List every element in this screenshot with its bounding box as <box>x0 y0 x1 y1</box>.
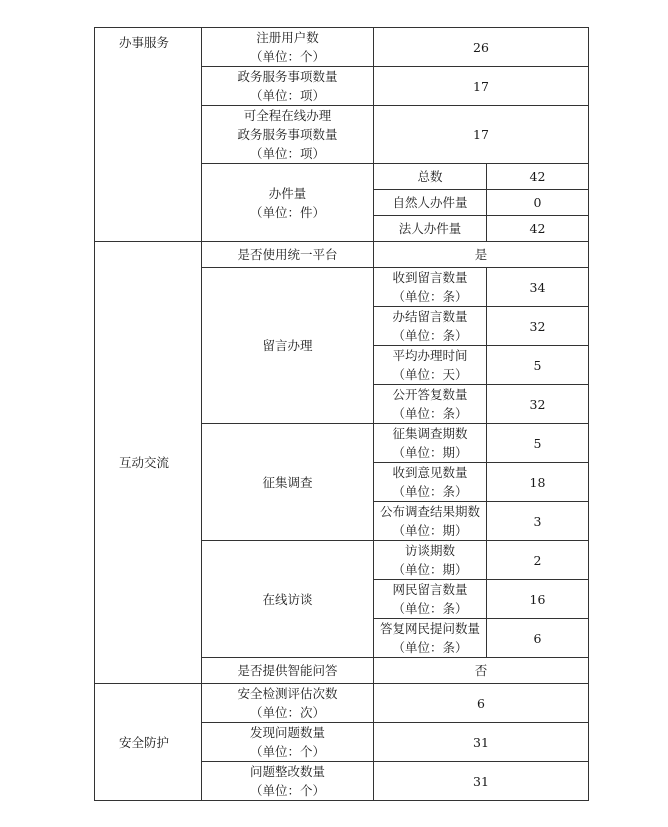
registered-users-value: 26 <box>374 28 589 67</box>
smart-qa-value: 否 <box>374 658 589 684</box>
cases-total-label: 总数 <box>374 164 487 190</box>
issues-found-label: 发现问题数量 （单位：个） <box>202 723 374 762</box>
unified-platform-value: 是 <box>374 242 589 268</box>
interview-item-value: 16 <box>487 580 589 619</box>
messages-item-label: 办结留言数量 （单位：条） <box>374 307 487 346</box>
messages-item-label: 公开答复数量 （单位：条） <box>374 385 487 424</box>
unified-platform-label: 是否使用统一平台 <box>202 242 374 268</box>
gov-items-value: 17 <box>374 67 589 106</box>
issues-fixed-label: 问题整改数量 （单位：个） <box>202 762 374 801</box>
sec-checks-value: 6 <box>374 684 589 723</box>
messages-item-value: 34 <box>487 268 589 307</box>
registered-users-label: 注册用户数 （单位：个） <box>202 28 374 67</box>
smart-qa-label: 是否提供智能问答 <box>202 658 374 684</box>
interview-item-label: 网民留言数量 （单位：条） <box>374 580 487 619</box>
issues-fixed-value: 31 <box>374 762 589 801</box>
statistics-table <box>94 27 589 801</box>
messages-item-value: 32 <box>487 307 589 346</box>
survey-item-value: 5 <box>487 424 589 463</box>
interview-item-label: 答复网民提问数量 （单位：条） <box>374 619 487 658</box>
cases-legal-value: 42 <box>487 216 589 242</box>
online-items-value: 17 <box>374 106 589 164</box>
cases-label: 办件量 （单位：件） <box>202 164 374 242</box>
survey-item-label: 征集调查期数 （单位：期） <box>374 424 487 463</box>
cases-natural-value: 0 <box>487 190 589 216</box>
section-security: 安全防护 <box>95 684 202 801</box>
messages-item-label: 收到留言数量 （单位：条） <box>374 268 487 307</box>
messages-item-value: 32 <box>487 385 589 424</box>
survey-item-value: 3 <box>487 502 589 541</box>
interview-label: 在线访谈 <box>202 541 374 658</box>
issues-found-value: 31 <box>374 723 589 762</box>
section-service: 办事服务 <box>95 28 202 242</box>
interview-item-label: 访谈期数 （单位：期） <box>374 541 487 580</box>
interview-item-value: 6 <box>487 619 589 658</box>
online-items-label: 可全程在线办理 政务服务事项数量 （单位：项） <box>202 106 374 164</box>
messages-item-label: 平均办理时间 （单位：天） <box>374 346 487 385</box>
gov-items-label: 政务服务事项数量 （单位：项） <box>202 67 374 106</box>
cases-natural-label: 自然人办件量 <box>374 190 487 216</box>
cases-total-value: 42 <box>487 164 589 190</box>
messages-item-value: 5 <box>487 346 589 385</box>
survey-item-value: 18 <box>487 463 589 502</box>
section-interaction: 互动交流 <box>95 242 202 684</box>
survey-item-label: 收到意见数量 （单位：条） <box>374 463 487 502</box>
cases-legal-label: 法人办件量 <box>374 216 487 242</box>
sec-checks-label: 安全检测评估次数 （单位：次） <box>202 684 374 723</box>
messages-label: 留言办理 <box>202 268 374 424</box>
survey-item-label: 公布调查结果期数 （单位：期） <box>374 502 487 541</box>
survey-label: 征集调查 <box>202 424 374 541</box>
interview-item-value: 2 <box>487 541 589 580</box>
